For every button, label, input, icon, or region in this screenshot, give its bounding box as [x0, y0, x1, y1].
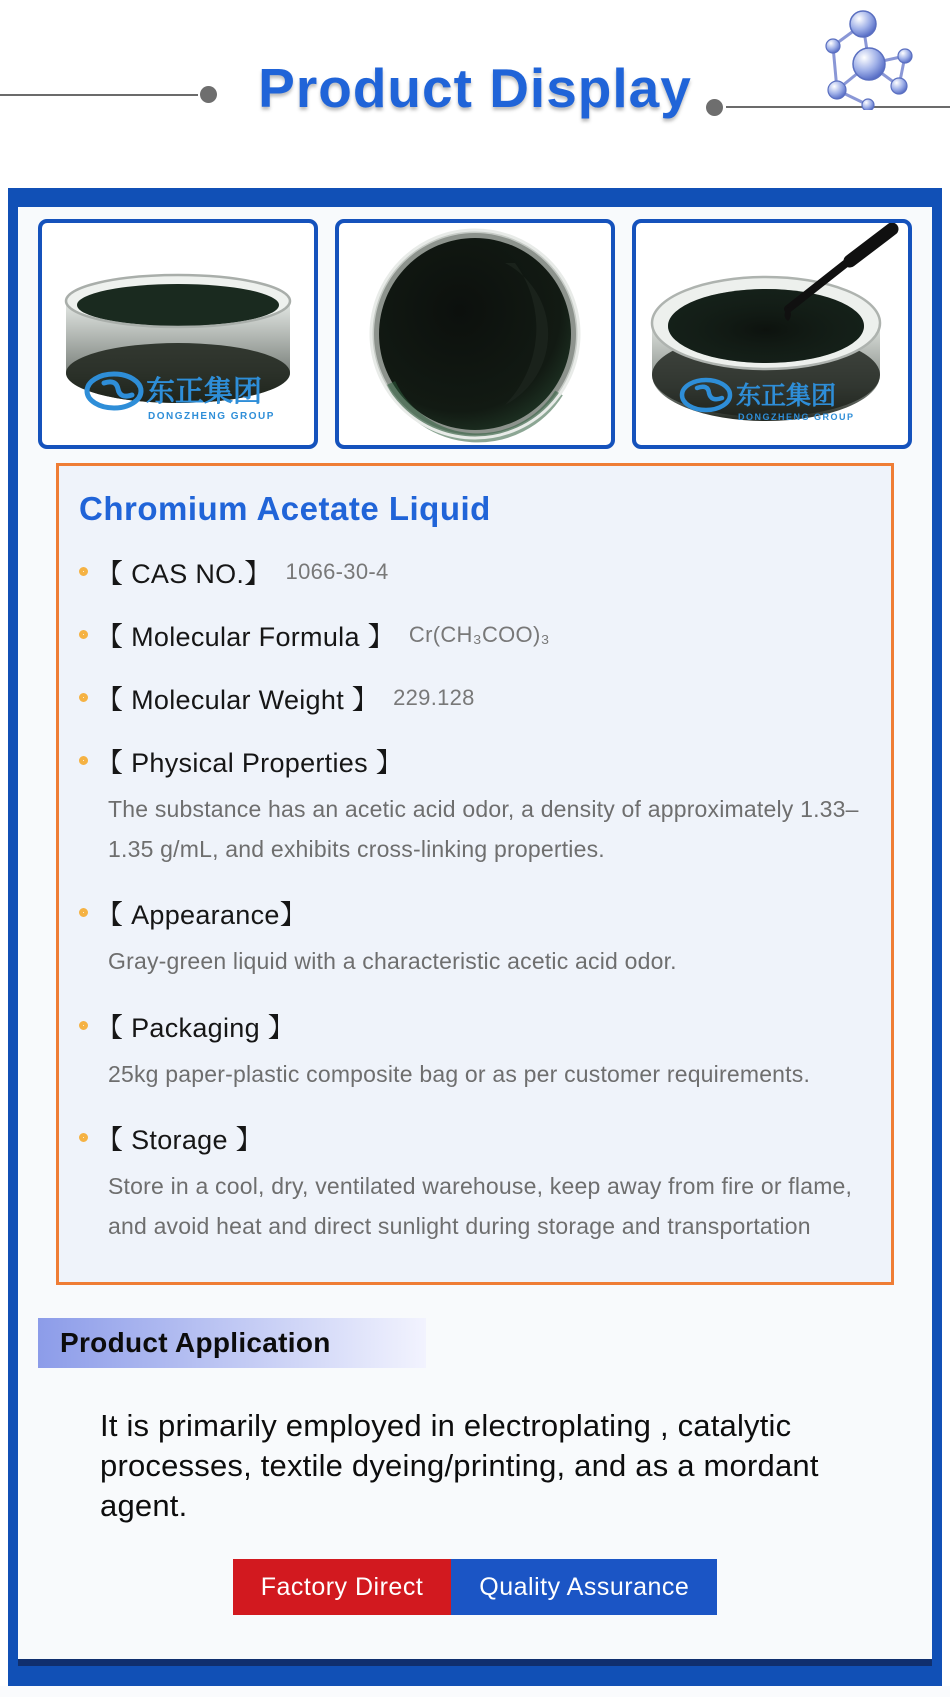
bullet-icon	[79, 630, 88, 639]
spec-label: 【 Molecular Formula 】	[96, 622, 395, 652]
product-info-card	[56, 463, 894, 1285]
product-photo-side-view[interactable]	[38, 219, 318, 449]
product-photo-dropper-view[interactable]	[632, 219, 912, 449]
main-frame	[8, 188, 942, 1686]
spec-label: 【 Packaging 】	[96, 1012, 295, 1043]
petri-dish-top-illustration	[339, 223, 611, 445]
spec-physical-properties	[79, 741, 861, 869]
molecule-icon	[813, 6, 917, 110]
brand-logo-cn: 东正集团	[146, 376, 263, 408]
badge-row	[38, 1559, 912, 1615]
bullet-icon	[79, 1021, 88, 1030]
petri-dish-side-illustration	[42, 223, 314, 445]
spec-label: 【 Physical Properties 】	[96, 748, 403, 778]
factory-direct-badge[interactable]: Factory Direct	[233, 1559, 452, 1615]
brand-logo-cn: 东正集团	[736, 382, 837, 410]
spec-cas-number	[79, 552, 861, 591]
header-dot-right	[706, 99, 723, 116]
product-application-banner	[38, 1318, 426, 1368]
spec-description: Store in a cool, dry, ventilated warehouse, keep away from fire or flame, and avoid heat and direct sunlight during storage and transportation	[108, 1173, 853, 1239]
spec-value: 229.128	[393, 684, 475, 710]
petri-dish-dropper-illustration	[636, 223, 908, 445]
main-content	[18, 207, 932, 1666]
spec-description: The substance has an acetic acid odor, a density of approximately 1.33–1.35 g/mL, and exhibits cross-linking properties.	[108, 796, 859, 862]
spec-value: 1066-30-4	[285, 558, 389, 584]
bullet-icon	[79, 1133, 88, 1142]
spec-description: 25kg paper-plastic composite bag or as per customer requirements.	[108, 1060, 811, 1087]
product-gallery	[38, 219, 912, 449]
brand-logo-en: DONGZHENG GROUP	[148, 411, 275, 422]
page-footer-strip	[0, 1686, 950, 1697]
page-header	[0, 0, 950, 188]
bullet-icon	[79, 756, 88, 765]
spec-packaging	[79, 1006, 861, 1095]
spec-label: 【 Appearance】	[96, 900, 308, 931]
spec-storage	[79, 1118, 861, 1246]
bullet-icon	[79, 693, 88, 702]
quality-assurance-badge[interactable]: Quality Assurance	[451, 1559, 717, 1615]
spec-label: 【 Molecular Weight 】	[96, 685, 380, 715]
page-title: Product Display	[258, 57, 692, 119]
application-text: It is primarily employed in electroplating , catalytic processes, textile dyeing/printing, and as a mordant agent.	[100, 1408, 819, 1523]
brand-logo-en: DONGZHENG GROUP	[738, 412, 855, 422]
spec-molecular-formula	[79, 615, 861, 654]
product-photo-top-view[interactable]	[335, 219, 615, 449]
spec-label: 【 Storage 】	[96, 1125, 263, 1156]
spec-value: Cr(CH₃COO)₃	[408, 621, 550, 647]
spec-appearance	[79, 893, 861, 982]
bullet-icon	[79, 908, 88, 917]
bullet-icon	[79, 567, 88, 576]
spec-molecular-weight	[79, 678, 861, 717]
product-title: Chromium Acetate Liquid	[79, 490, 491, 527]
spec-description: Gray-green liquid with a characteristic acetic acid odor.	[108, 948, 677, 975]
spec-label: 【 CAS NO.】	[96, 559, 272, 589]
application-heading: Product Application	[60, 1327, 331, 1359]
